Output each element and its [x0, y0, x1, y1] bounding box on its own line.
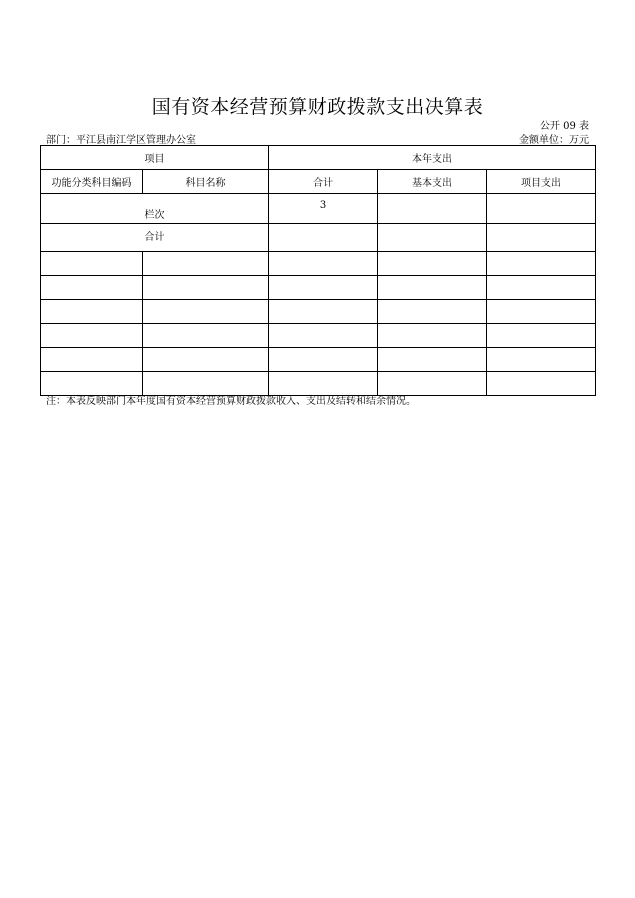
table-cell	[378, 252, 487, 276]
table-cell	[41, 300, 143, 324]
header-current-year-expenditure: 本年支出	[269, 146, 596, 170]
table-cell	[41, 252, 143, 276]
table-cell	[143, 300, 269, 324]
table-row-index	[41, 194, 596, 224]
table-cell	[487, 252, 596, 276]
table-cell	[378, 324, 487, 348]
table-cell	[378, 348, 487, 372]
row-index-value: 3	[269, 194, 378, 224]
table-cell	[487, 276, 596, 300]
table-cell	[143, 276, 269, 300]
table-subheader-row	[41, 170, 596, 194]
amount-unit-label: 金额单位：万元	[519, 135, 589, 146]
col-project-expenditure: 项目支出	[487, 170, 596, 194]
table-cell	[487, 324, 596, 348]
table-cell	[487, 348, 596, 372]
col-function-code: 功能分类科目编码	[41, 170, 143, 194]
table-cell	[269, 252, 378, 276]
table-row	[41, 324, 596, 348]
table-cell	[487, 224, 596, 252]
table-row	[41, 276, 596, 300]
row-total-label: 合计	[41, 224, 269, 252]
expenditure-table	[40, 145, 596, 396]
table-cell	[378, 276, 487, 300]
footnote: 注：本表反映部门本年度国有资本经营预算财政拨款收入、支出及结转和结余情况。	[46, 396, 416, 407]
table-cell	[41, 276, 143, 300]
table-cell	[143, 252, 269, 276]
table-cell	[487, 372, 596, 396]
table-cell	[269, 224, 378, 252]
row-index-label: 栏次	[41, 194, 269, 224]
table-header-row	[41, 146, 596, 170]
department-label: 部门：平江县南江学区管理办公室	[46, 135, 196, 146]
table-row	[41, 300, 596, 324]
table-row	[41, 348, 596, 372]
table-row	[41, 252, 596, 276]
table-row-total	[41, 224, 596, 252]
table-cell	[269, 324, 378, 348]
col-subject-name: 科目名称	[143, 170, 269, 194]
header-items: 项目	[41, 146, 269, 170]
table-cell	[378, 224, 487, 252]
table-cell	[378, 300, 487, 324]
table-cell	[269, 348, 378, 372]
table-cell	[487, 194, 596, 224]
form-number: 公开 09 表	[539, 121, 589, 132]
table-cell	[143, 324, 269, 348]
table-cell	[378, 194, 487, 224]
page-title: 国有资本经营预算财政拨款支出决算表	[151, 96, 484, 118]
table-cell	[143, 348, 269, 372]
table-cell	[269, 300, 378, 324]
table-cell	[41, 324, 143, 348]
table-cell	[269, 276, 378, 300]
col-total: 合计	[269, 170, 378, 194]
table-cell	[41, 348, 143, 372]
table-cell	[487, 300, 596, 324]
col-basic-expenditure: 基本支出	[378, 170, 487, 194]
